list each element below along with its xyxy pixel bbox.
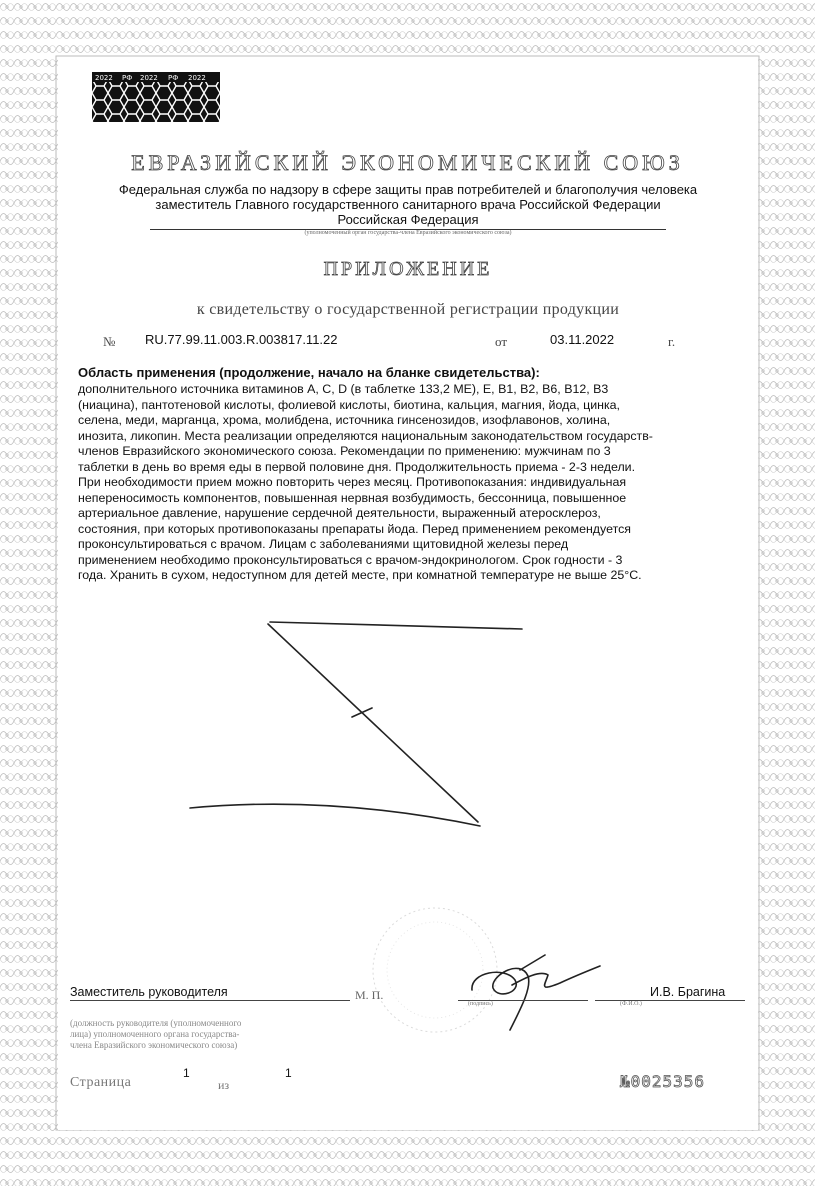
scope-line: применением необходимо проконсультироваться с врачом-эндокринологом. Срок годности - 3 (78, 552, 623, 567)
scope-line: членов Евразийского экономического союза. Рекомендации по применению: мужчинам по 3 (78, 444, 611, 458)
agency-line: Российская Федерация (337, 212, 479, 227)
scope-text (78, 382, 748, 584)
name-underline (595, 1000, 745, 1001)
scope-line: непереносимость компонентов, повышенная нервная возбудимость, бессонница, повышенное (78, 490, 627, 505)
sticker-year: 2022 (188, 74, 206, 82)
date-prefix: от (495, 334, 508, 349)
scope-line: селена, меди, марганца, хрома, молибдена, источника гинсенозидов, изофлавонов, холина, (78, 413, 611, 427)
signer-name: И.В. Брагина (650, 985, 726, 999)
page-label: Страница (70, 1075, 132, 1090)
sticker-mark: РФ (168, 74, 179, 82)
sticker-year: 2022 (95, 74, 113, 82)
scope-line: артериальное давление, нарушение сердечной деятельности, выраженный атеросклероз, (78, 506, 601, 520)
agency-line: Федеральная служба по надзору в сфере защиты прав потребителей и благополучия человека (118, 182, 698, 197)
page-current: 1 (183, 1066, 190, 1080)
seal-label: М. П. (355, 988, 384, 1002)
agency-block (58, 182, 758, 227)
page-of-label: из (218, 1078, 230, 1092)
position-note-line: члена Евразийского экономического союза) (70, 1040, 238, 1050)
scope-line: При необходимости прием можно повторить через месяц. Противопоказания: индивидуальная (78, 475, 627, 489)
number-sign: № (103, 334, 116, 349)
form-serial-number: №0025356 (620, 1072, 706, 1091)
scope-line: состояния, при которых противопоказаны препараты йода. Перед применением рекомендуется (78, 521, 632, 536)
registration-date: 03.11.2022 (550, 332, 615, 347)
scope-line: таблетки в день во время еды в первой половине дня. Продолжительность приема - 2-3 недели. (78, 459, 636, 474)
position-note (70, 1018, 380, 1051)
scope-line: дополнительного источника витаминов А, С, D (в таблетке 133,2 МЕ), Е, В1, В2, В6, В12, В3 (78, 382, 609, 396)
position-note-line: (должность руководителя (уполномоченного (70, 1018, 242, 1028)
scope-heading: Область применения (продолжение, начало на бланке свидетельства): (78, 365, 540, 380)
union-title: ЕВРАЗИЙСКИЙ ЭКОНОМИЧЕСКИЙ СОЮЗ (131, 150, 684, 175)
hologram-sticker (92, 72, 220, 122)
year-suffix: г. (668, 334, 676, 349)
certificate-subtitle: к свидетельству о государственной регистрации продукции (196, 301, 620, 318)
scope-line: проконсультироваться с врачом. Лицам с заболеваниями щитовидной железы перед (78, 537, 569, 551)
sticker-year: 2022 (140, 74, 158, 82)
agency-caption: (уполномоченный орган государства-члена Евразийского экономического союза) (304, 230, 512, 236)
scope-line: (ниацина), пантотеновой кислоты, фолиевой кислоты, биотина, кальция, магния, йода, цинка, (78, 397, 620, 412)
position-note-line: лица) уполномоченного органа государства- (70, 1029, 240, 1039)
position-underline (70, 1000, 350, 1001)
appendix-title: ПРИЛОЖЕНИЕ (323, 258, 493, 280)
signature-caption: (подпись) (468, 1001, 493, 1007)
name-caption: (Ф.И.О.) (620, 1001, 642, 1007)
scope-line: года. Хранить в сухом, недоступном для детей месте, при комнатной температуре не выше 25°С. (78, 568, 642, 582)
signer-position: Заместитель руководителя (70, 985, 228, 999)
scope-line: инозита, ликопин. Места реализации определяются национальным законодательством государств- (78, 428, 653, 443)
page-total: 1 (285, 1066, 292, 1080)
sticker-mark: РФ (122, 74, 133, 82)
registration-number: RU.77.99.11.003.R.003817.11.22 (145, 332, 338, 347)
agency-line: заместитель Главного государственного санитарного врача Российской Федерации (155, 197, 661, 212)
